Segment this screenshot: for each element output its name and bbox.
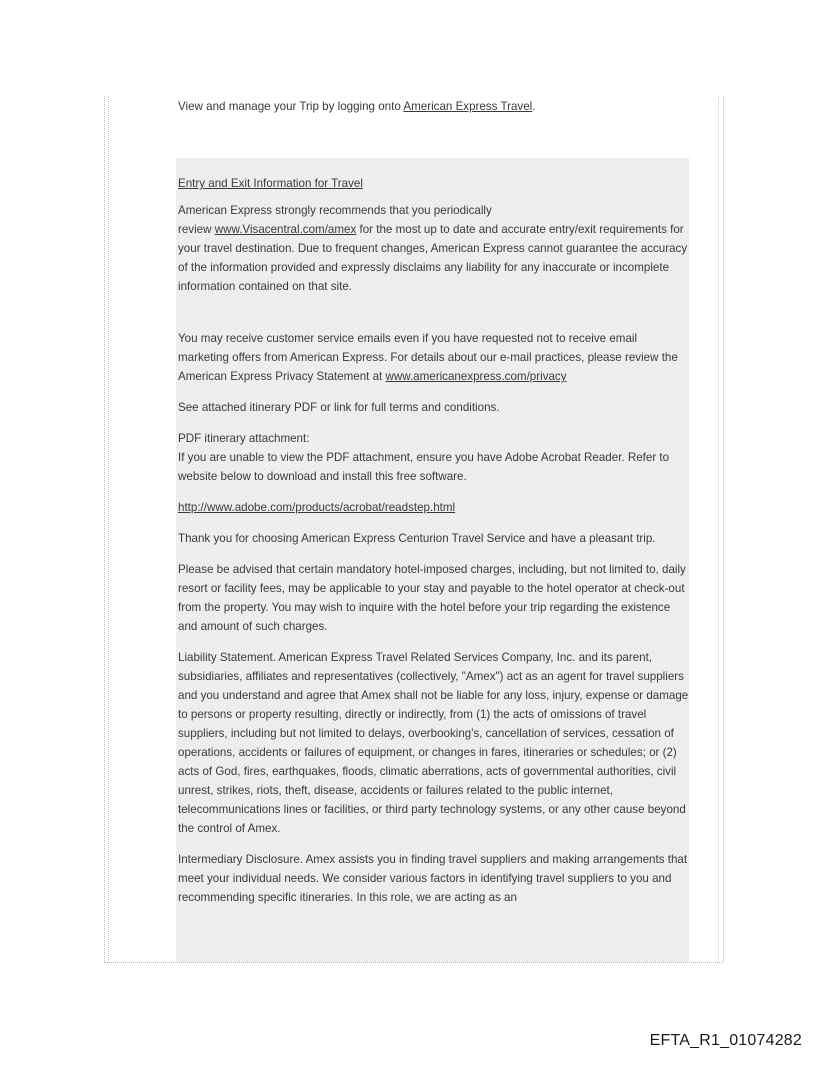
intermediary-disclosure: Intermediary Disclosure. Amex assists you in finding travel suppliers and making arrangements that meet your individual needs. We consider various factors in identifying travel suppliers to you and recommending specific itineraries. In this role, we are acting as an <box>178 853 688 904</box>
frame-divider-left <box>108 96 109 962</box>
email-body <box>178 174 689 907</box>
attached-itinerary-note: See attached itinerary PDF or link for full terms and conditions. <box>178 401 500 414</box>
document-id: EFTA_R1_01074282 <box>649 1032 802 1049</box>
adobe-reader-link[interactable]: http://www.adobe.com/products/acrobat/readstep.html <box>178 501 456 514</box>
liability-statement: Liability Statement. American Express Travel Related Services Company, Inc. and its parent, subsidiaries, affiliates and representatives (collectively, "Amex") act as an agent for travel suppliers and you understand and agree that Amex shall not be liable for any loss, injury, expense or damage to persons or property resulting, directly or indirectly, from (1) the acts of omissions of travel suppliers, including but not limited to delays, overbooking's, cancellation of services, cessation of operations, accidents or failures of equipment, or changes in fares, itineraries or schedules; or (2) acts of God, fires, earthquakes, floods, climatic aberrations, acts of governmental authorities, civil unrest, strikes, riots, theft, disease, accidents or failures related to the public internet, telecommunications lines or facilities, or third party technology systems, or any other cause beyond the control of Amex. <box>178 651 689 835</box>
adobe-link-paragraph <box>178 498 689 517</box>
privacy-link[interactable]: www.americanexpress.com/privacy <box>385 370 567 383</box>
entry-exit-line-1: American Express strongly recommends that you periodically <box>178 204 492 217</box>
entry-exit-heading: Entry and Exit Information for Travel <box>178 177 363 190</box>
american-express-travel-link[interactable]: American Express Travel <box>403 100 533 113</box>
pdf-attachment-text: If you are unable to view the PDF attachment, ensure you have Adobe Acrobat Reader. Refer to website below to download and install this free software. <box>178 451 670 483</box>
pdf-attachment-title: PDF itinerary attachment: <box>178 432 310 445</box>
intro-line: View and manage your Trip by logging onto American Express Travel. <box>178 100 536 113</box>
thanks-paragraph: Thank you for choosing American Express Centurion Travel Service and have a pleasant trip. <box>178 532 656 545</box>
privacy-paragraph: You may receive customer service emails even if you have requested not to receive email marketing offers from American Express. For details about our e-mail practices, please review the American Express Privacy Statement at www.americanexpress.com/privacy <box>178 332 678 383</box>
content-panel <box>176 158 689 962</box>
frame-divider-right <box>718 96 719 962</box>
hotel-charges-paragraph: Please be advised that certain mandatory hotel-imposed charges, including, but not limited to, daily resort or facility fees, may be applicable to your stay and payable to the hotel operator at check-out from the property. You may wish to inquire with the hotel before your trip regarding the existence and amount of such charges. <box>178 563 686 633</box>
entry-exit-paragraph: review www.Visacentral.com/amex for the most up to date and accurate entry/exit requirements for your travel destination. Due to frequent changes, American Express cannot guarantee the accuracy of the information provided and expressly disclaims any liability for any inaccurate or incomplete information contained on that site. <box>178 223 688 293</box>
visacentral-link[interactable]: www.Visacentral.com/amex <box>214 223 357 236</box>
